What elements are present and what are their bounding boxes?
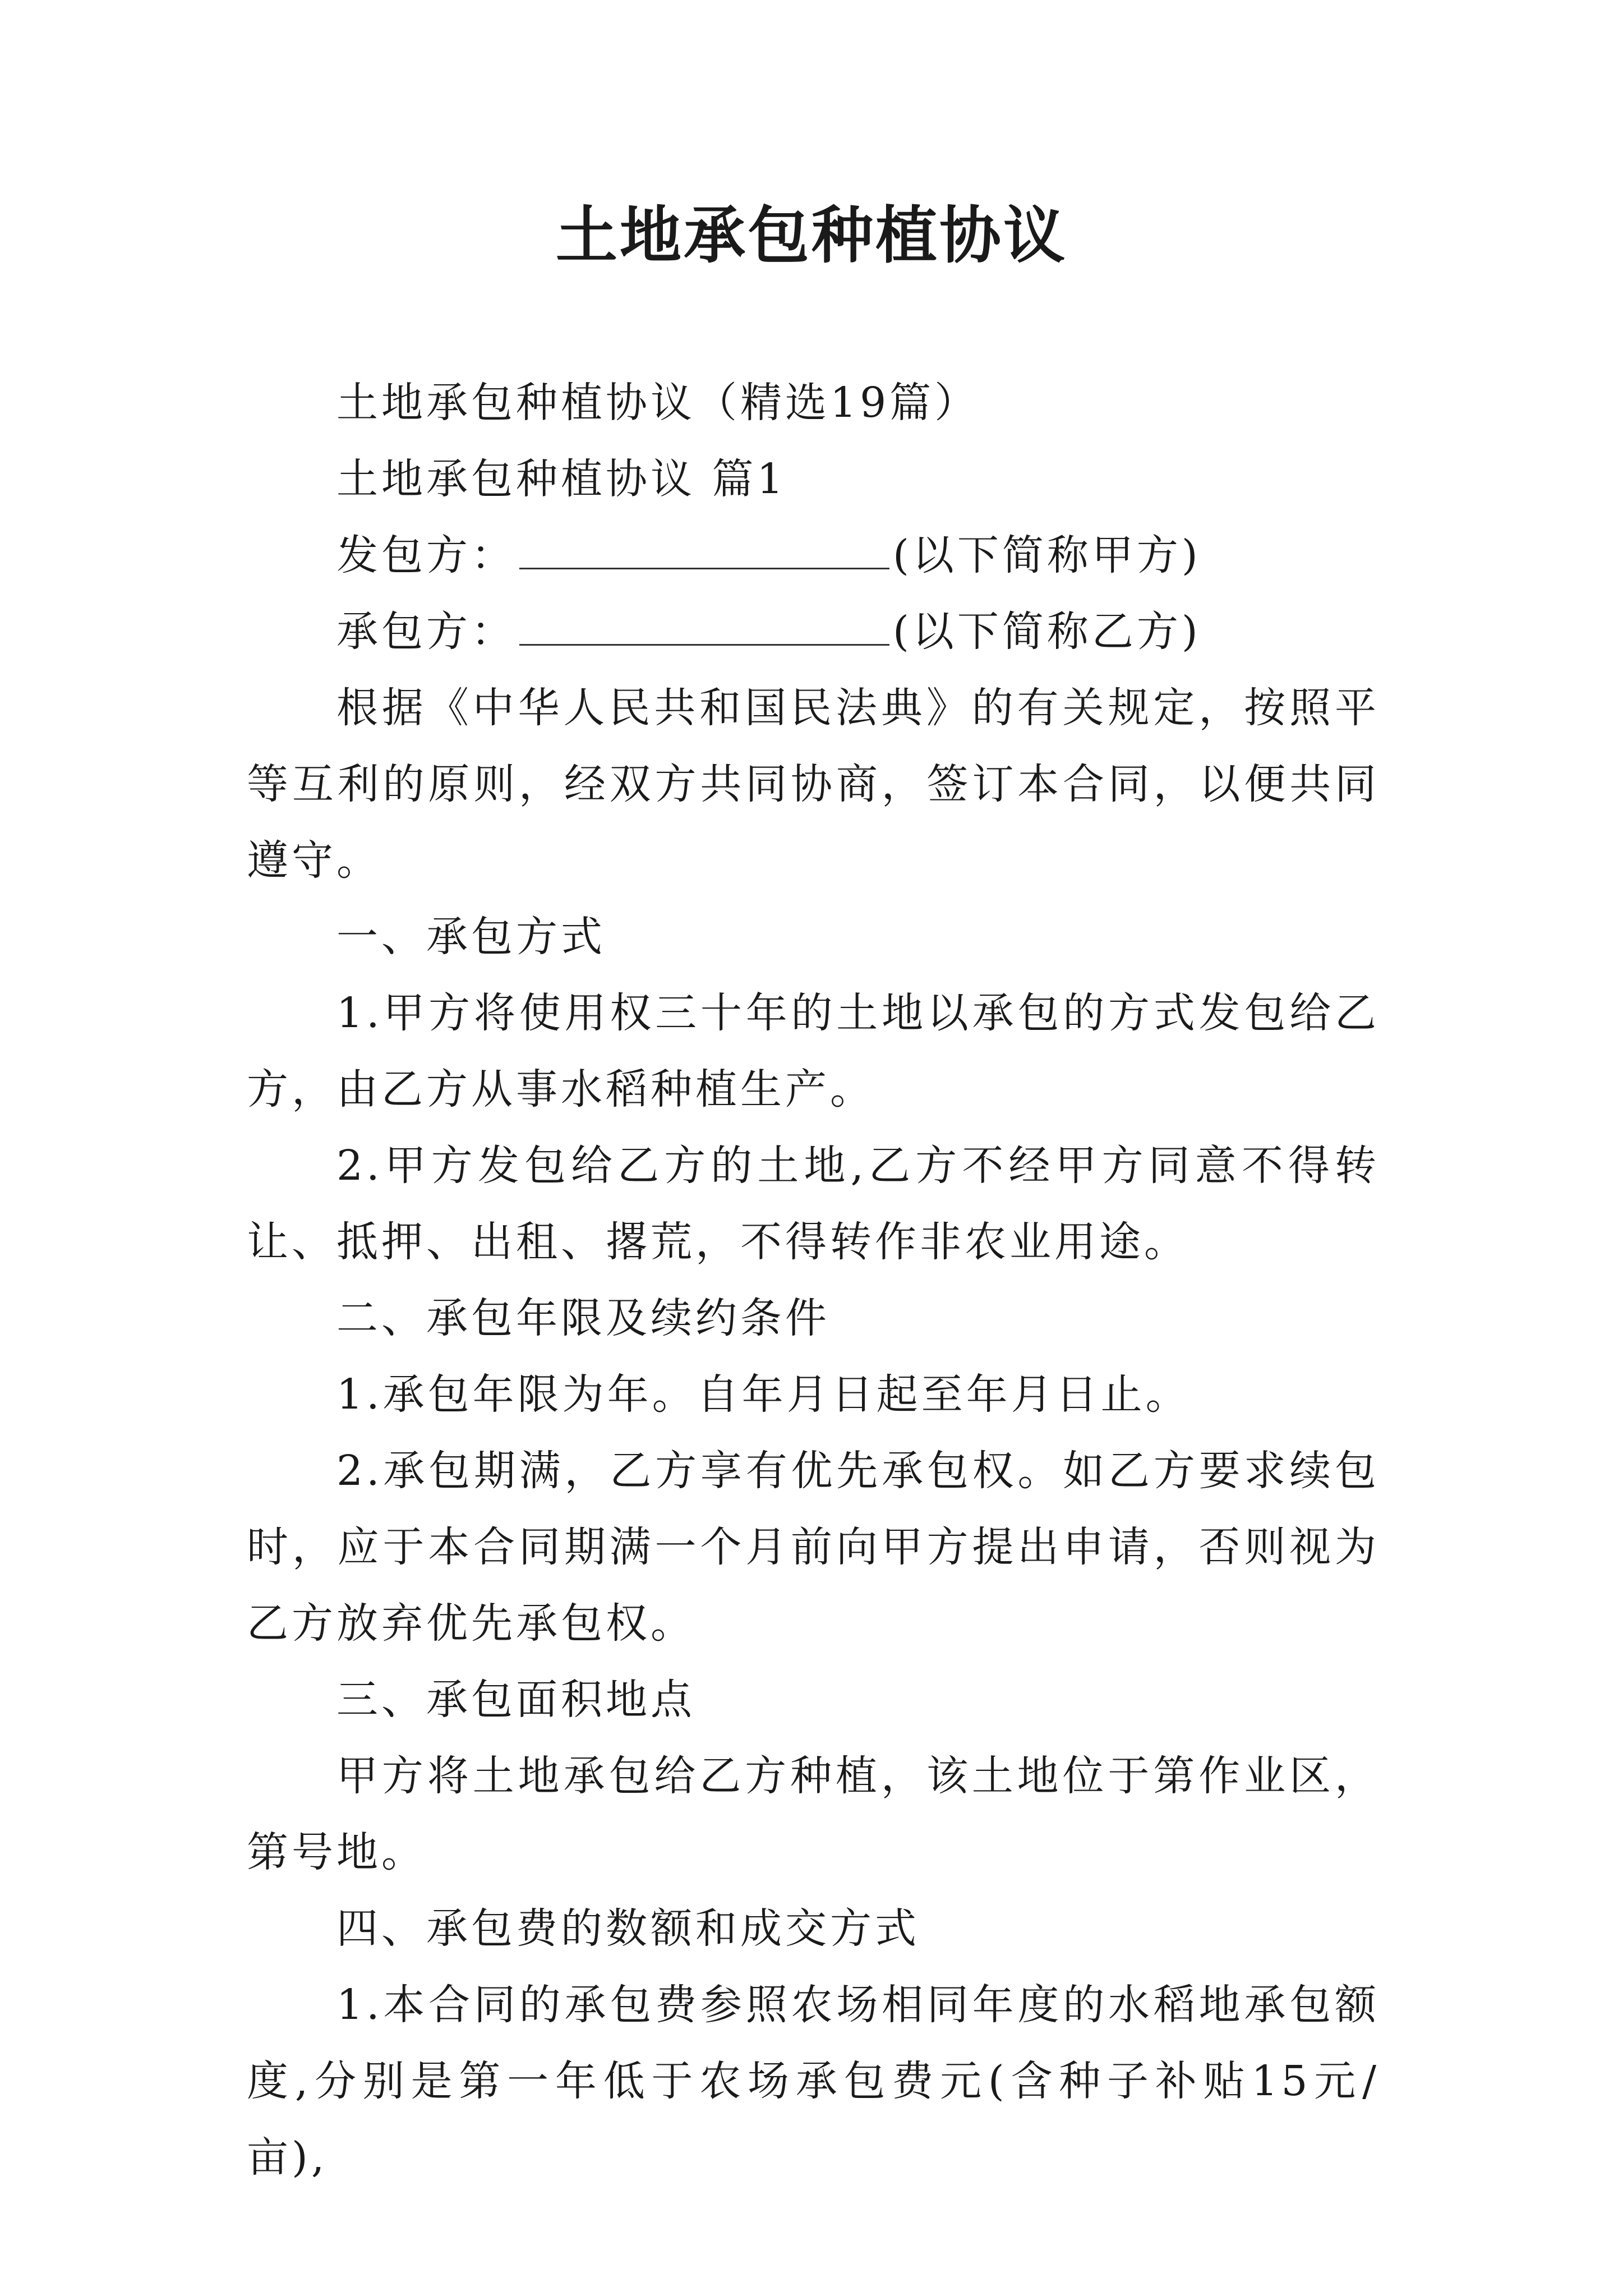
party-a-label: 发包方： [336,531,516,579]
party-a-suffix: (以下简称甲方) [893,531,1201,579]
heading-fee: 四、承包费的数额和成交方式 [336,1904,920,1953]
party-a-blank[interactable] [519,534,889,569]
section-heading: 土地承包种植协议 篇1 [336,455,787,503]
heading-term-renewal: 二、承包年限及续约条件 [336,1294,830,1342]
document-subtitle: 土地承包种植协议（精选19篇） [336,379,980,427]
heading-contract-method: 一、承包方式 [336,913,606,961]
paragraph-method-1: 1.甲方将使用权三十年的土地以承包的方式发包给乙方，由乙方从事水稻种植生产。 [247,989,1380,1114]
party-b-label: 承包方： [336,608,516,656]
document-body [247,365,1380,2196]
paragraph-area: 甲方将土地承包给乙方种植，该土地位于第作业区，第号地。 [247,1752,1380,1876]
document-title: 土地承包种植协议 [556,199,1067,272]
party-b-suffix: (以下简称乙方) [893,608,1201,656]
paragraph-method-2: 2.甲方发包给乙方的土地,乙方不经甲方同意不得转让、抵押、出租、撂荒，不得转作非农业用途。 [247,1142,1380,1266]
paragraph-fee-1: 1.本合同的承包费参照农场相同年度的水稻地承包额度,分别是第一年低于农场承包费元(含种子补贴15元/亩), [247,1981,1380,2182]
party-b-blank[interactable] [519,610,889,646]
party-b-line [247,593,1380,670]
paragraph-term-1: 1.承包年限为年。自年月日起至年月日止。 [336,1370,1191,1419]
paragraph-preamble: 根据《中华人民共和国民法典》的有关规定，按照平等互利的原则，经双方共同协商，签订本合同，以便共同遵守。 [247,684,1380,885]
party-a-line [247,517,1380,593]
heading-area-location: 三、承包面积地点 [336,1676,695,1724]
paragraph-term-2: 2.承包期满，乙方享有优先承包权。如乙方要求续包时，应于本合同期满一个月前向甲方提出申请，否则视为乙方放弃优先承包权。 [247,1447,1380,1648]
